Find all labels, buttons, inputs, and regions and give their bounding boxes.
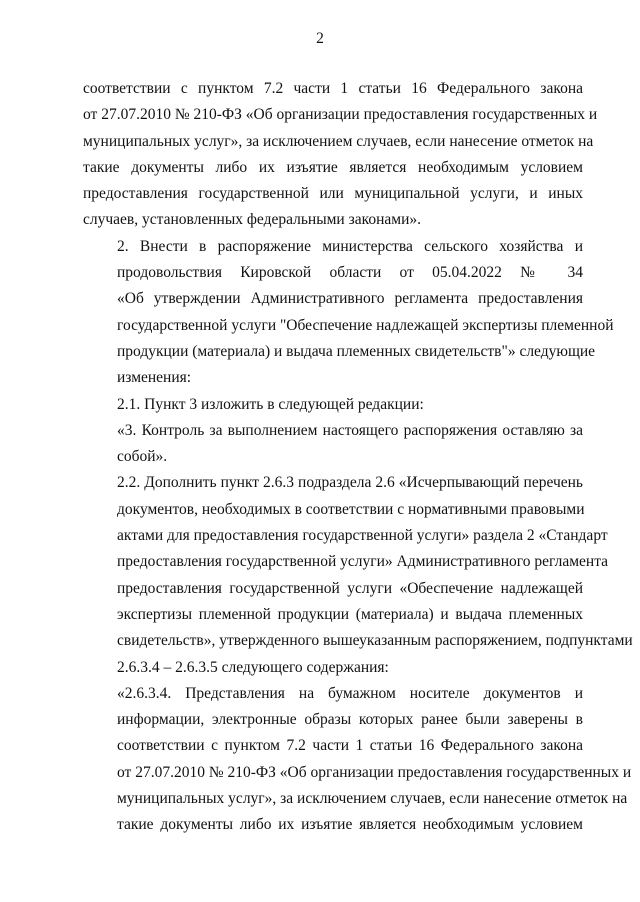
document-body xyxy=(83,76,633,839)
paragraph-item-2-1 xyxy=(83,392,583,418)
text-line: продовольствия Кировской области от 05.04.2022 № 34 xyxy=(117,264,583,282)
text-line: такие документы либо их изъятие является необходимым условием xyxy=(117,816,583,834)
text-line: предоставления государственной услуги» Административного регламента xyxy=(117,553,609,571)
text-line: экспертизы племенной продукции (материала) и выдача племенных xyxy=(117,605,583,623)
text-line: муниципальных услуг», за исключением случаев, если нанесение отметок на xyxy=(117,790,628,808)
text-line: 2.2. Дополнить пункт 2.6.3 подраздела 2.6 «Исчерпывающий перечень xyxy=(117,474,583,492)
text-line: такие документы либо их изъятие является необходимым условием xyxy=(83,158,583,176)
text-line: 2. Внести в распоряжение министерства сельского хозяйства и xyxy=(117,237,583,255)
text-line: государственной услуги "Обеспечение надлежащей экспертизы племенной xyxy=(117,316,614,334)
text-line: 2.6.3.4 – 2.6.3.5 следующего содержания: xyxy=(117,658,389,676)
text-line: предоставления государственной услуги «Обеспечение надлежащей xyxy=(117,579,583,597)
paragraph-item-2 xyxy=(83,234,614,392)
text-line: от 27.07.2010 № 210-ФЗ «Об организации предоставления государственных и xyxy=(83,106,598,124)
paragraph-continuation xyxy=(83,76,598,234)
text-line: информации, электронные образы которых ранее были заверены в xyxy=(117,711,583,729)
text-line: «Об утверждении Административного регламента предоставления xyxy=(117,290,583,308)
text-line: свидетельств», утвержденного вышеуказанным распоряжением, подпунктами xyxy=(117,632,633,650)
text-line: случаев, установленных федеральными законами». xyxy=(83,211,422,229)
text-line: муниципальных услуг», за исключением случаев, если нанесение отметок на xyxy=(83,132,594,150)
text-line: соответствии с пунктом 7.2 части 1 статьи 16 Федерального закона xyxy=(117,737,583,755)
text-line: собой». xyxy=(117,448,168,466)
paragraph-quote-2-6-3-4 xyxy=(83,681,632,839)
paragraph-item-2-2 xyxy=(83,470,633,680)
text-line: документов, необходимых в соответствии с нормативными правовыми xyxy=(117,500,585,518)
text-line: «2.6.3.4. Представления на бумажном носителе документов и xyxy=(117,684,583,702)
text-line: продукции (материала) и выдача племенных свидетельств"» следующие xyxy=(117,342,596,360)
text-line: актами для предоставления государственной услуги» раздела 2 «Стандарт xyxy=(117,527,608,545)
text-line: изменения: xyxy=(117,369,192,387)
paragraph-quote-3 xyxy=(83,418,583,471)
text-line: 2.1. Пункт 3 изложить в следующей редакции: xyxy=(117,395,424,413)
text-line: от 27.07.2010 № 210-ФЗ «Об организации предоставления государственных и xyxy=(117,763,632,781)
text-line: соответствии с пунктом 7.2 части 1 статьи 16 Федерального закона xyxy=(83,80,583,97)
page-number: 2 xyxy=(316,30,324,47)
text-line: предоставления государственной или муниципальной услуги, и иных xyxy=(83,185,583,203)
text-line: «3. Контроль за выполнением настоящего распоряжения оставляю за xyxy=(117,421,583,439)
